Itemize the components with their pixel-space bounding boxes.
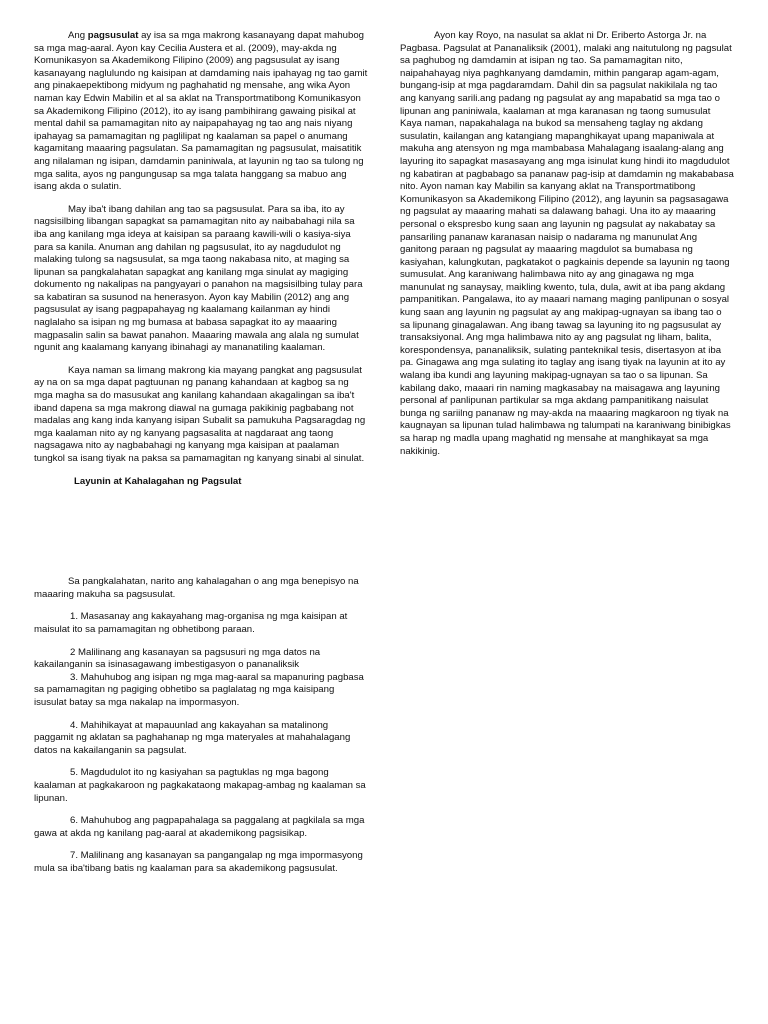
list-item: 4. Mahihikayat at mapauunlad ang kakayahan sa matalinong paggamit ng aklatan sa paghahanap ng mga materyales at mahahalagang datos na kakailanganin sa pagsulat. bbox=[34, 719, 351, 756]
paragraph-intro bbox=[34, 30, 368, 194]
paragraph-intro-lead: Ang bbox=[68, 30, 88, 41]
paragraph-benefits-intro: Sa pangkalahatan, narito ang kahalagahan o ang mga benepisyo na maaaring makuha sa pagsusulat. bbox=[34, 576, 359, 600]
left-column bbox=[34, 30, 368, 885]
list-item: 5. Magdudulot ito ng kasiyahan sa pagtuklas ng mga bagong kaalaman at pagkakaroon ng pagkakataong makapag-ambag ng kaalaman sa lipunan. bbox=[34, 767, 366, 804]
right-column bbox=[400, 30, 734, 468]
paragraph-reasons: May iba't ibang dahilan ang tao sa pagsusulat. Para sa iba, ito ay nagsisilbing libangan sapagkat sa pamamagitan nito ay naibabahagi nila sa iba ang kanilang mga ideya at kaisipan sa paraang kawili-wili o kasiya-siya para sa kanila. Anuman ang dahilan ng pagsusulat, ito ay nagdudulot ng malaking tulong sa nagsusulat, sa mga taong nakabasa nito, at maging sa lipunan sa pangkalahatan sapagkat ang kanilang mga sinulat ay magiging dokumento ng nakalipas na pangyayari o panahon na magsisilbing tulay para sa kabatiran sa susunod na henerasyon. Ayon kay Mabilin (2012) ang ang pagsusulat ay isang pagpapahayag ng kaalamang kailanman ay hindi naglalaho sa isipan ng mg bumasa at babasa sapagkat ito ay maaaring magpasalin salin sa bawat panahon. Maaaring mawala ang alala ng sumulat ngunit ang kaalamang kanyang ibinahagi ay mananatiling kaalaman. bbox=[34, 203, 363, 354]
list-item: 1. Masasanay ang kakayahang mag-organisa ng mga kaisipan at maisulat ito sa pamamagitan ng obhetibong paraan. bbox=[34, 611, 348, 635]
paragraph-royo: Ayon kay Royo, na nasulat sa aklat ni Dr. Eriberto Astorga Jr. na Pagbasa. Pagsulat at Pananaliksik (2001), malaki ang naitutulong ng pagsulat sa paghubog ng damdamin at isipan ng tao. Sa pamamagitan nito, naipahahayag niya paghkanyang damdamin, mithin pangarap agam-agam, bungang-isip at mga pagdaramdam. Dahil din sa pagsulat nakikilala ng tao ang kanyang sarili.ang padang ng pagsulat ay ang mapabatid sa mga tao o lipunan ang paniniwala, kaalaman at mga karanasan ng taong sumusulat Kaya naman, napakahalaga na bukod sa mensaheng taglay ng akdang susulatin, kailangan ang katangiang mapanghikayat upang mapaniwala at makuha ang atensyon ng mga mambabasa Mahalagang isaalang-alang ang layuring ito sapagkat masasayang ang mga isinulat kung hindi ito magdudulot ng kabatiran at pagbabago sa pananaw pag-isip at damdamin ng makababasa nito. Ayon naman kay Mabilin sa kanyang aklat na Transportmatibong Komunikasyon sa Akademikong Filipino (2012), ang layunin sa pagsasagawa ng pagsulat ay maaaring mahati sa dalawang bahagi. Una ito ay maaaring personal o ekspresbo kung saan ang layunin ng pagsulat ay nakabatay sa pansariling pananaw karanasan naisip o nadarama ng manunulat Ang ganitong paraan ng pagsulat ay maaaring magdulot sa bumabasa ng kasiyahan, kalungkutan, pagkatakot o pagkainis depende sa layunin ng taong sumusulat. Ang karaniwang halimbawa nito ay ang ginagawa ng mga manunulat ng sanaysay, maikling kwento, tula, dula, awit at iba pang akdang pampanitikan. Pangalawa, ito ay maaari namang maging panlipunan o sosyal kung saan ang layunin ng pagsulat ay ang makipag-ugnayan sa ibang tao o sa lipunang ginagalawan. Ang ibang tawag sa layuning ito ng pagsusulat ay transaksiyonal. Ang mga halimbawa nito ay ang pagsulat ng liham, balita, korespondensya, pananaliksik, sulating panteknikal tesis, disertasyon at iba pa. Ginagawa ang mga sulating ito taglay ang isang tiyak na layunin at ito ay walang iba kundi ang layuning makipag-ugnayan sa tao o sa lipunan. Sa kabilang dako, maaari rin naming magkasabay na maisagawa ang layuning personal af panlipunan partikular sa mga akdang pampanitikang naisulat bunga ng sariilng pananaw ng may-akda na maaaring magkaroon ng tiyak na kaugnayan sa lipunan tulad halimbawa ng talumpati na karaniwang binibigkas sa harap ng madla upang maghatid ng mensahe at manghikayat sa mga nakikinig. bbox=[400, 30, 734, 457]
list-item: 6. Mahuhubog ang pagpapahalaga sa paggalang at pagkilala sa mga gawa at akda ng kanilang pag-aaral at akademikong pagsisikap. bbox=[34, 815, 365, 839]
paragraph-intro-rest: ay isa sa mga makrong kasanayang dapat mahubog sa mga mag-aaral. Ayon kay Cecilia Austera et al. (2009), may-akda ng Komunikasyon sa Akademikong Filipino (2009) ang pagsusulat ay isang kasanayang naglulundo ng kaisipan at damdaming nais ipahayag ng tao gamit ang pinakaepektibong midyum ng paghahatid ng mensahe, ang wika Ayon naman kay Edwin Mabilin et al sa aklat na Transportmatibong Komunikasyon sa Akademikong Filipino (2012), ito ay isang pambihirang gawaing pisikal at mental dahil sa pamamagitan nito ay naipapahayag ng tao ang nais niyang ipahayag sa pamamagitan ng paglilipat ng kaalaman sa papel o anumang kagamitang maaaring pagsulatan. Sa pamamagitan ng pagsusulat, maisatitik ang nilalaman ng isipan, damdamin paniniwala, at layunin ng tao sa tulong ng mga salita, ayos ng pangungusap sa mga talata hanggang sa mabuo ang isang akda o sulatin. bbox=[34, 30, 368, 193]
list-item: 2 Malilinang ang kasanayan sa pagsusuri ng mga datos na kakailanganin sa isinasagawang imbestigasyon o pananaliksik bbox=[34, 646, 321, 671]
list-item: 3. Mahuhubog ang isipan ng mga mag-aaral sa mapanuring pagbasa sa pamamagitan ng pagiging obhetibo sa paglalatag ng mga kaisipang isusulat batay sa mga nakalap na impormasyon. bbox=[34, 671, 364, 708]
section-heading: Layunin at Kahalagahan ng Pagsulat bbox=[74, 475, 242, 487]
paragraph-macro-skills: Kaya naman sa limang makrong kia mayang pangkat ang pagsusulat ay na on sa mga dapat pagtuunan ng panang kahandaan at kagbog sa ng mga magha sa do masusukat ang kanilang kahandaan akagalingan sa iba't iband dapena sa mga makrong diawal na gumaga pakikinig pagbabang not madalas ang kang inda kanyang isipan Subalit sa pamukuha Pagsaragdag ng mga kaalaman nito ay ng kanyang pagsasalita at nagdaraat ang taong nagsagawa nito ay nagbabahagi ng kanyang mga kaisipan at paalaman tungkol sa isang tiyak na paksa sa pamamagitan ng kanyang sinabi al sinulat. bbox=[34, 364, 366, 464]
list-item: 7. Malilinang ang kasanayan sa pangangalap ng mga impormasyong mula sa iba'tibang batis ng kaalaman para sa akademikong pagsusulat. bbox=[34, 850, 363, 874]
blank-space bbox=[34, 488, 368, 576]
keyword-pagsusulat: pagsusulat bbox=[87, 30, 139, 41]
